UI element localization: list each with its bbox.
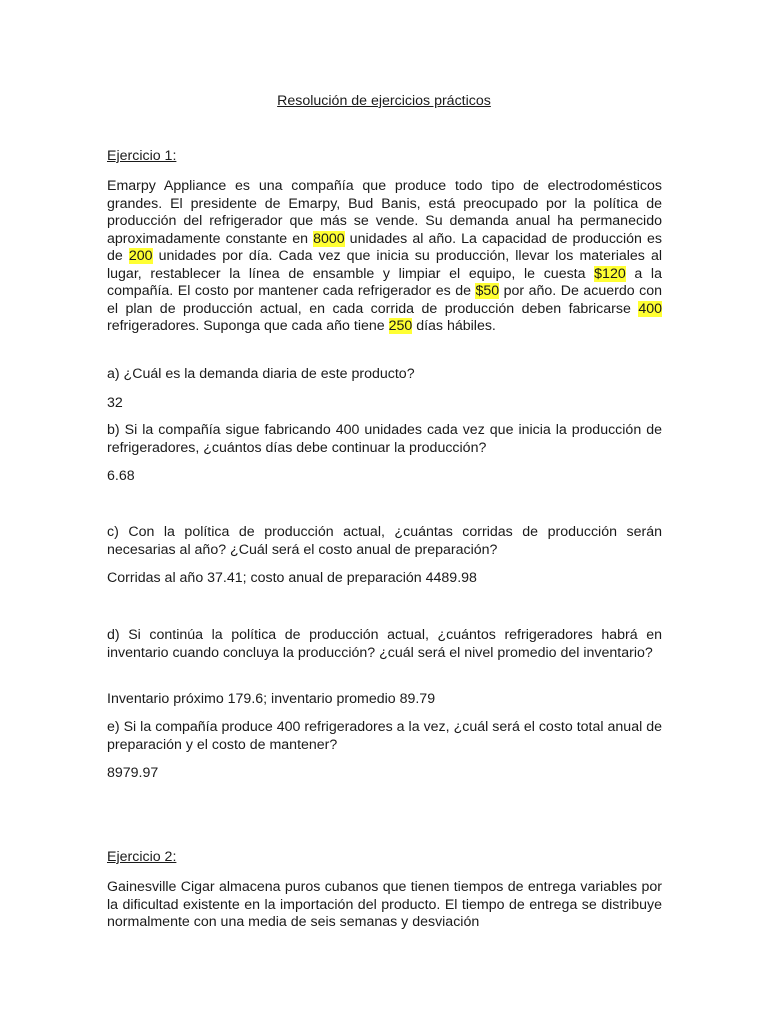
answer-e: 8979.97 [107,765,159,781]
statement-text: unidades por día. Cada vez que inicia su producción, llevar los materiales al lugar, restablecer la línea de ensamble y limpiar el equipo, le cuesta [107,248,662,282]
question-c: c) Con la política de producción actual, ¿cuántas corridas de producción serán necesarias al año? ¿Cuál será el costo anual de preparación? [107,524,662,558]
answer-d: Inventario próximo 179.6; inventario promedio 89.79 [107,691,436,707]
question-b: b) Si la compañía sigue fabricando 400 unidades cada vez que inicia la producción de refrigeradores, ¿cuántos días debe continuar la producción? [107,422,662,456]
highlight-setup-cost: $120 [594,265,626,282]
exercise-2-statement: Gainesville Cigar almacena puros cubanos que tienen tiempos de entrega variables por la dificultad existente en la importación del producto. El tiempo de entrega se distribuye normalmente con una media de seis semanas y desviación [107,879,662,930]
statement-text: días hábiles. [412,318,496,334]
exercise-1-statement [107,178,662,336]
document-title: Resolución de ejercicios prácticos [277,93,491,109]
highlight-run-size: 400 [638,300,662,317]
statement-text: refrigeradores. Suponga que cada año tiene [107,318,389,334]
statement-text: unidades al año. La capacidad de producción es de [107,230,662,264]
exercise-1-heading: Ejercicio 1: [107,148,177,164]
question-a: a) ¿Cuál es la demanda diaria de este producto? [107,366,415,382]
question-e: e) Si la compañía produce 400 refrigeradores a la vez, ¿cuál será el costo total anual de preparación y el costo de mantener? [107,719,662,753]
statement-text: por año. De acuerdo con el plan de producción actual, en cada corrida de producción deben fabricarse [107,283,662,317]
statement-text: Emarpy Appliance es una compañía que produce todo tipo de electrodomésticos grandes. El presidente de Emarpy, Bud Banis, está preocupado por la política de producción del refrigerador que más se vende. Su demanda anual ha permanecido aproximadamente constante en [107,178,662,247]
question-d: d) Si continúa la política de producción actual, ¿cuántos refrigeradores habrá en inventario cuando concluya la producción? ¿cuál será el nivel promedio del inventario? [107,627,662,661]
highlight-working-days: 250 [388,318,413,334]
highlight-holding-cost: $50 [475,283,500,299]
exercise-2-heading: Ejercicio 2: [107,849,177,865]
highlight-annual-demand: 8000 [313,230,345,247]
answer-c: Corridas al año 37.41; costo anual de preparación 4489.98 [107,570,477,586]
answer-a: 32 [107,395,123,411]
highlight-daily-capacity: 200 [128,248,153,264]
statement-text: a la compañía. El costo por mantener cada refrigerador es de [107,265,662,299]
answer-b: 6.68 [107,468,135,484]
